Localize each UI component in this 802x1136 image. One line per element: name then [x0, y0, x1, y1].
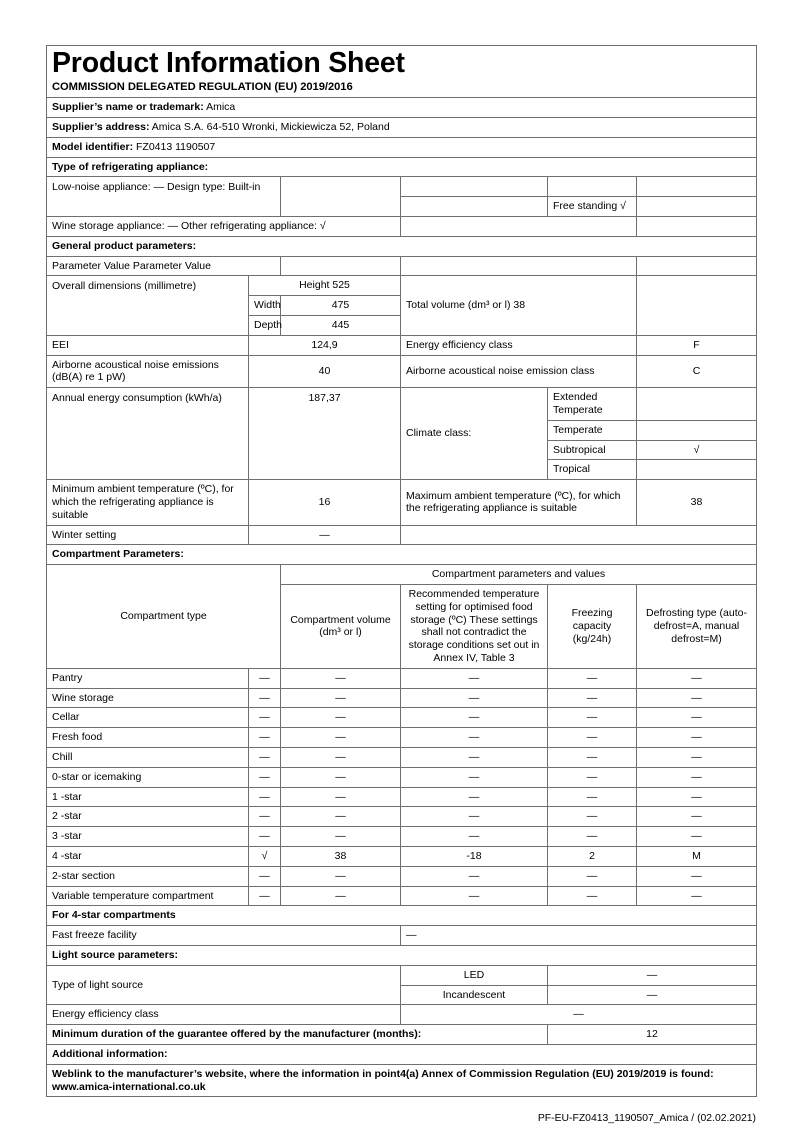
param-header-blank-b: [401, 256, 637, 276]
design-type-blank-a: [281, 177, 401, 217]
compartment-temp-3: —: [401, 728, 548, 748]
led-row: [47, 965, 757, 985]
compartment-volume-10: —: [281, 866, 401, 886]
weblink-row: [47, 1064, 757, 1097]
annual-energy-row: [47, 388, 757, 421]
compartment-present-10: —: [249, 866, 281, 886]
compartment-freeze-2: —: [548, 708, 637, 728]
appliance-type-section-label: Type of refrigerating appliance:: [47, 157, 757, 177]
compartment-volume-7: —: [281, 807, 401, 827]
min-ambient-value: 16: [249, 480, 401, 525]
winter-setting-row: [47, 525, 757, 545]
table-row: [47, 807, 757, 827]
eei-label: EEI: [47, 335, 249, 355]
fast-freeze-label: Fast freeze facility: [47, 926, 401, 946]
max-ambient-label: Maximum ambient temperature (ºC), for which the refrigerating appliance is suitable: [401, 480, 637, 525]
model-identifier-label: Model identifier:: [52, 140, 134, 153]
compartment-freeze-9: 2: [548, 846, 637, 866]
supplier-address-row: [47, 118, 757, 138]
compartment-temp-1: —: [401, 688, 548, 708]
climate-row-name-0: Extended Temperate: [548, 388, 637, 421]
compartment-temp-8: —: [401, 827, 548, 847]
compartment-freeze-1: —: [548, 688, 637, 708]
compartment-temp-5: —: [401, 767, 548, 787]
compartment-present-2: —: [249, 708, 281, 728]
four-star-section-row: [47, 906, 757, 926]
guarantee-row: [47, 1025, 757, 1045]
fast-freeze-row: [47, 926, 757, 946]
climate-row-mark-2: √: [637, 440, 757, 460]
compartment-defrost-11: —: [637, 886, 757, 906]
climate-row-name-3: Tropical: [548, 460, 637, 480]
model-identifier-row: [47, 137, 757, 157]
compartment-present-8: —: [249, 827, 281, 847]
compartment-volume-1: —: [281, 688, 401, 708]
compartment-values-header: Compartment parameters and values: [281, 565, 757, 585]
compartment-defrost-8: —: [637, 827, 757, 847]
climate-row-name-2: Subtropical: [548, 440, 637, 460]
appliance-type-blank-b: [401, 177, 548, 197]
table-row: [47, 668, 757, 688]
free-standing-label: Free standing √: [548, 197, 637, 217]
table-row: [47, 866, 757, 886]
compartment-defrost-7: —: [637, 807, 757, 827]
fast-freeze-value: —: [401, 926, 757, 946]
compartment-type-0: Pantry: [47, 668, 249, 688]
compartment-present-7: —: [249, 807, 281, 827]
compartment-temp-0: —: [401, 668, 548, 688]
depth-label: Depth: [249, 316, 281, 336]
ambient-temperature-row: [47, 480, 757, 525]
compartment-volume-3: —: [281, 728, 401, 748]
compartment-section-label: Compartment Parameters:: [47, 545, 757, 565]
compartment-defrost-3: —: [637, 728, 757, 748]
compartment-defrost-4: —: [637, 747, 757, 767]
noise-row: [47, 355, 757, 388]
energy-efficiency-class-value: F: [637, 335, 757, 355]
compartment-freeze-4: —: [548, 747, 637, 767]
light-eec-value: —: [401, 1005, 757, 1025]
compartment-temp-7: —: [401, 807, 548, 827]
regulation-subtitle: COMMISSION DELEGATED REGULATION (EU) 2019/2016: [52, 80, 353, 93]
compartment-type-2: Cellar: [47, 708, 249, 728]
dimensions-blank: [637, 276, 757, 335]
annual-energy-value: 187,37: [249, 388, 401, 480]
general-section-row: [47, 236, 757, 256]
noise-emissions-value: 40: [249, 355, 401, 388]
compartment-temp-9: -18: [401, 846, 548, 866]
compartment-type-5: 0-star or icemaking: [47, 767, 249, 787]
compartment-type-7: 2 -star: [47, 807, 249, 827]
light-section-row: [47, 945, 757, 965]
compartment-defrost-1: —: [637, 688, 757, 708]
parameter-value-header-row: [47, 256, 757, 276]
guarantee-value: 12: [548, 1025, 757, 1045]
compartment-freeze-7: —: [548, 807, 637, 827]
winter-setting-value: —: [249, 525, 401, 545]
title-row: [47, 46, 757, 98]
additional-info-label: Additional information:: [47, 1044, 757, 1064]
compartment-type-9: 4 -star: [47, 846, 249, 866]
compartment-freeze-3: —: [548, 728, 637, 748]
supplier-address-value: Amica S.A. 64-510 Wronki, Mickiewicza 52, Poland: [151, 121, 390, 134]
compartment-present-4: —: [249, 747, 281, 767]
compartment-volume-header: Compartment volume (dm³ or l): [281, 585, 401, 669]
compartment-temp-4: —: [401, 747, 548, 767]
param-header-blank-c: [637, 256, 757, 276]
compartment-defrost-2: —: [637, 708, 757, 728]
table-row: [47, 747, 757, 767]
guarantee-label: Minimum duration of the guarantee offered by the manufacturer (months):: [47, 1025, 548, 1045]
compartment-present-3: —: [249, 728, 281, 748]
wine-storage-other-label: Wine storage appliance: — Other refrigerating appliance: √: [47, 217, 401, 237]
table-row: [47, 787, 757, 807]
light-eec-row: [47, 1005, 757, 1025]
appliance-type-blank-c: [637, 177, 757, 197]
document-footer: PF-EU-FZ0413_1190507_Amica / (02.02.2021): [537, 1113, 756, 1124]
compartment-freeze-11: —: [548, 886, 637, 906]
four-star-section-label: For 4-star compartments: [47, 906, 757, 926]
overall-dimensions-label: Overall dimensions (millimetre): [47, 276, 249, 335]
energy-efficiency-class-label: Energy efficiency class: [401, 335, 637, 355]
table-row: [47, 886, 757, 906]
compartment-present-0: —: [249, 668, 281, 688]
compartment-volume-5: —: [281, 767, 401, 787]
compartment-type-8: 3 -star: [47, 827, 249, 847]
compartment-section-row: [47, 545, 757, 565]
compartment-volume-11: —: [281, 886, 401, 906]
compartment-defrost-6: —: [637, 787, 757, 807]
compartment-defrost-5: —: [637, 767, 757, 787]
winter-setting-label: Winter setting: [47, 525, 249, 545]
led-label: LED: [401, 965, 548, 985]
light-section-label: Light source parameters:: [47, 945, 757, 965]
freezing-capacity-header: Freezing capacity (kg/24h): [548, 585, 637, 669]
appliance-type-blank-d: [401, 197, 548, 217]
light-eec-label: Energy efficiency class: [47, 1005, 401, 1025]
annual-energy-label: Annual energy consumption (kWh/a): [47, 388, 249, 480]
wine-row-blank-a: [401, 217, 637, 237]
model-identifier-value: FZ0413 1190507: [136, 140, 216, 153]
compartment-freeze-0: —: [548, 668, 637, 688]
led-value: —: [548, 965, 757, 985]
table-row: [47, 827, 757, 847]
supplier-name-value: Amica: [206, 101, 236, 114]
height-row: [47, 276, 757, 296]
eei-value: 124,9: [249, 335, 401, 355]
title-cell: [47, 46, 757, 98]
compartment-volume-0: —: [281, 668, 401, 688]
compartment-volume-9: 38: [281, 846, 401, 866]
max-ambient-value: 38: [637, 480, 757, 525]
recommended-temperature-header: Recommended temperature setting for optimised food storage (ºC) These settings shall not contradict the storage conditions set out in Annex IV, Table 3: [401, 585, 548, 669]
incandescent-value: —: [548, 985, 757, 1005]
compartment-temp-6: —: [401, 787, 548, 807]
compartment-volume-6: —: [281, 787, 401, 807]
compartment-type-11: Variable temperature compartment: [47, 886, 249, 906]
compartment-present-1: —: [249, 688, 281, 708]
min-ambient-label: Minimum ambient temperature (ºC), for which the refrigerating appliance is suitable: [47, 480, 249, 525]
compartment-present-5: —: [249, 767, 281, 787]
climate-row-mark-0: [637, 388, 757, 421]
climate-row-mark-3: [637, 460, 757, 480]
compartment-present-9: √: [249, 846, 281, 866]
table-row: [47, 688, 757, 708]
climate-row-name-1: Temperate: [548, 420, 637, 440]
light-type-label: Type of light source: [47, 965, 401, 1005]
table-row: [47, 728, 757, 748]
appliance-type-section-row: [47, 157, 757, 177]
noise-emissions-label: Airborne acoustical noise emissions (dB(A) re 1 pW): [47, 355, 249, 388]
compartment-type-header: Compartment type: [47, 565, 281, 669]
compartment-type-4: Chill: [47, 747, 249, 767]
compartment-defrost-9: M: [637, 846, 757, 866]
model-identifier-cell: [47, 137, 757, 157]
low-noise-row: [47, 177, 757, 197]
supplier-address-cell: [47, 118, 757, 138]
supplier-name-cell: [47, 98, 757, 118]
compartment-present-6: —: [249, 787, 281, 807]
weblink-text: Weblink to the manufacturer’s website, where the information in point4(a) Annex of Commission Regulation (EU) 2019/2019 is found: www.amica-international.co.uk: [47, 1064, 757, 1097]
climate-class-label: Climate class:: [401, 388, 548, 480]
depth-value: 445: [281, 316, 401, 336]
supplier-name-row: [47, 98, 757, 118]
additional-info-row: [47, 1044, 757, 1064]
height-value: Height 525: [249, 276, 401, 296]
compartment-freeze-10: —: [548, 866, 637, 886]
appliance-type-blank-e: [637, 197, 757, 217]
noise-class-label: Airborne acoustical noise emission class: [401, 355, 637, 388]
compartment-volume-8: —: [281, 827, 401, 847]
page-title: Product Information Sheet: [52, 47, 405, 79]
general-section-label: General product parameters:: [47, 236, 757, 256]
compartment-type-6: 1 -star: [47, 787, 249, 807]
compartment-temp-2: —: [401, 708, 548, 728]
supplier-name-label: Supplier’s name or trademark:: [52, 101, 204, 114]
supplier-address-label: Supplier’s address:: [52, 121, 150, 134]
parameter-value-header: Parameter Value Parameter Value: [47, 256, 281, 276]
compartment-defrost-10: —: [637, 866, 757, 886]
free-standing-blank: [548, 177, 637, 197]
compartment-temp-10: —: [401, 866, 548, 886]
width-label: Width: [249, 296, 281, 316]
noise-class-value: C: [637, 355, 757, 388]
climate-row-mark-1: [637, 420, 757, 440]
compartment-temp-11: —: [401, 886, 548, 906]
wine-storage-row: [47, 217, 757, 237]
product-information-sheet: [46, 45, 756, 1097]
param-header-blank-a: [281, 256, 401, 276]
compartment-type-10: 2-star section: [47, 866, 249, 886]
compartment-freeze-8: —: [548, 827, 637, 847]
total-volume-label: Total volume (dm³ or l) 38: [401, 276, 637, 335]
eei-row: [47, 335, 757, 355]
table-row: [47, 767, 757, 787]
compartment-defrost-0: —: [637, 668, 757, 688]
low-noise-design-type: Low-noise appliance: — Design type: Built-in: [47, 177, 281, 217]
table-row: [47, 846, 757, 866]
compartment-freeze-6: —: [548, 787, 637, 807]
compartment-group-header-row: [47, 565, 757, 585]
table-row: [47, 708, 757, 728]
wine-row-blank-b: [637, 217, 757, 237]
compartment-volume-4: —: [281, 747, 401, 767]
compartment-freeze-5: —: [548, 767, 637, 787]
defrosting-type-header: Defrosting type (auto-defrost=A, manual defrost=M): [637, 585, 757, 669]
compartment-present-11: —: [249, 886, 281, 906]
compartment-type-1: Wine storage: [47, 688, 249, 708]
sheet-table: [46, 45, 757, 1097]
compartment-type-3: Fresh food: [47, 728, 249, 748]
winter-setting-blank: [401, 525, 757, 545]
incandescent-label: Incandescent: [401, 985, 548, 1005]
compartment-volume-2: —: [281, 708, 401, 728]
width-value: 475: [281, 296, 401, 316]
